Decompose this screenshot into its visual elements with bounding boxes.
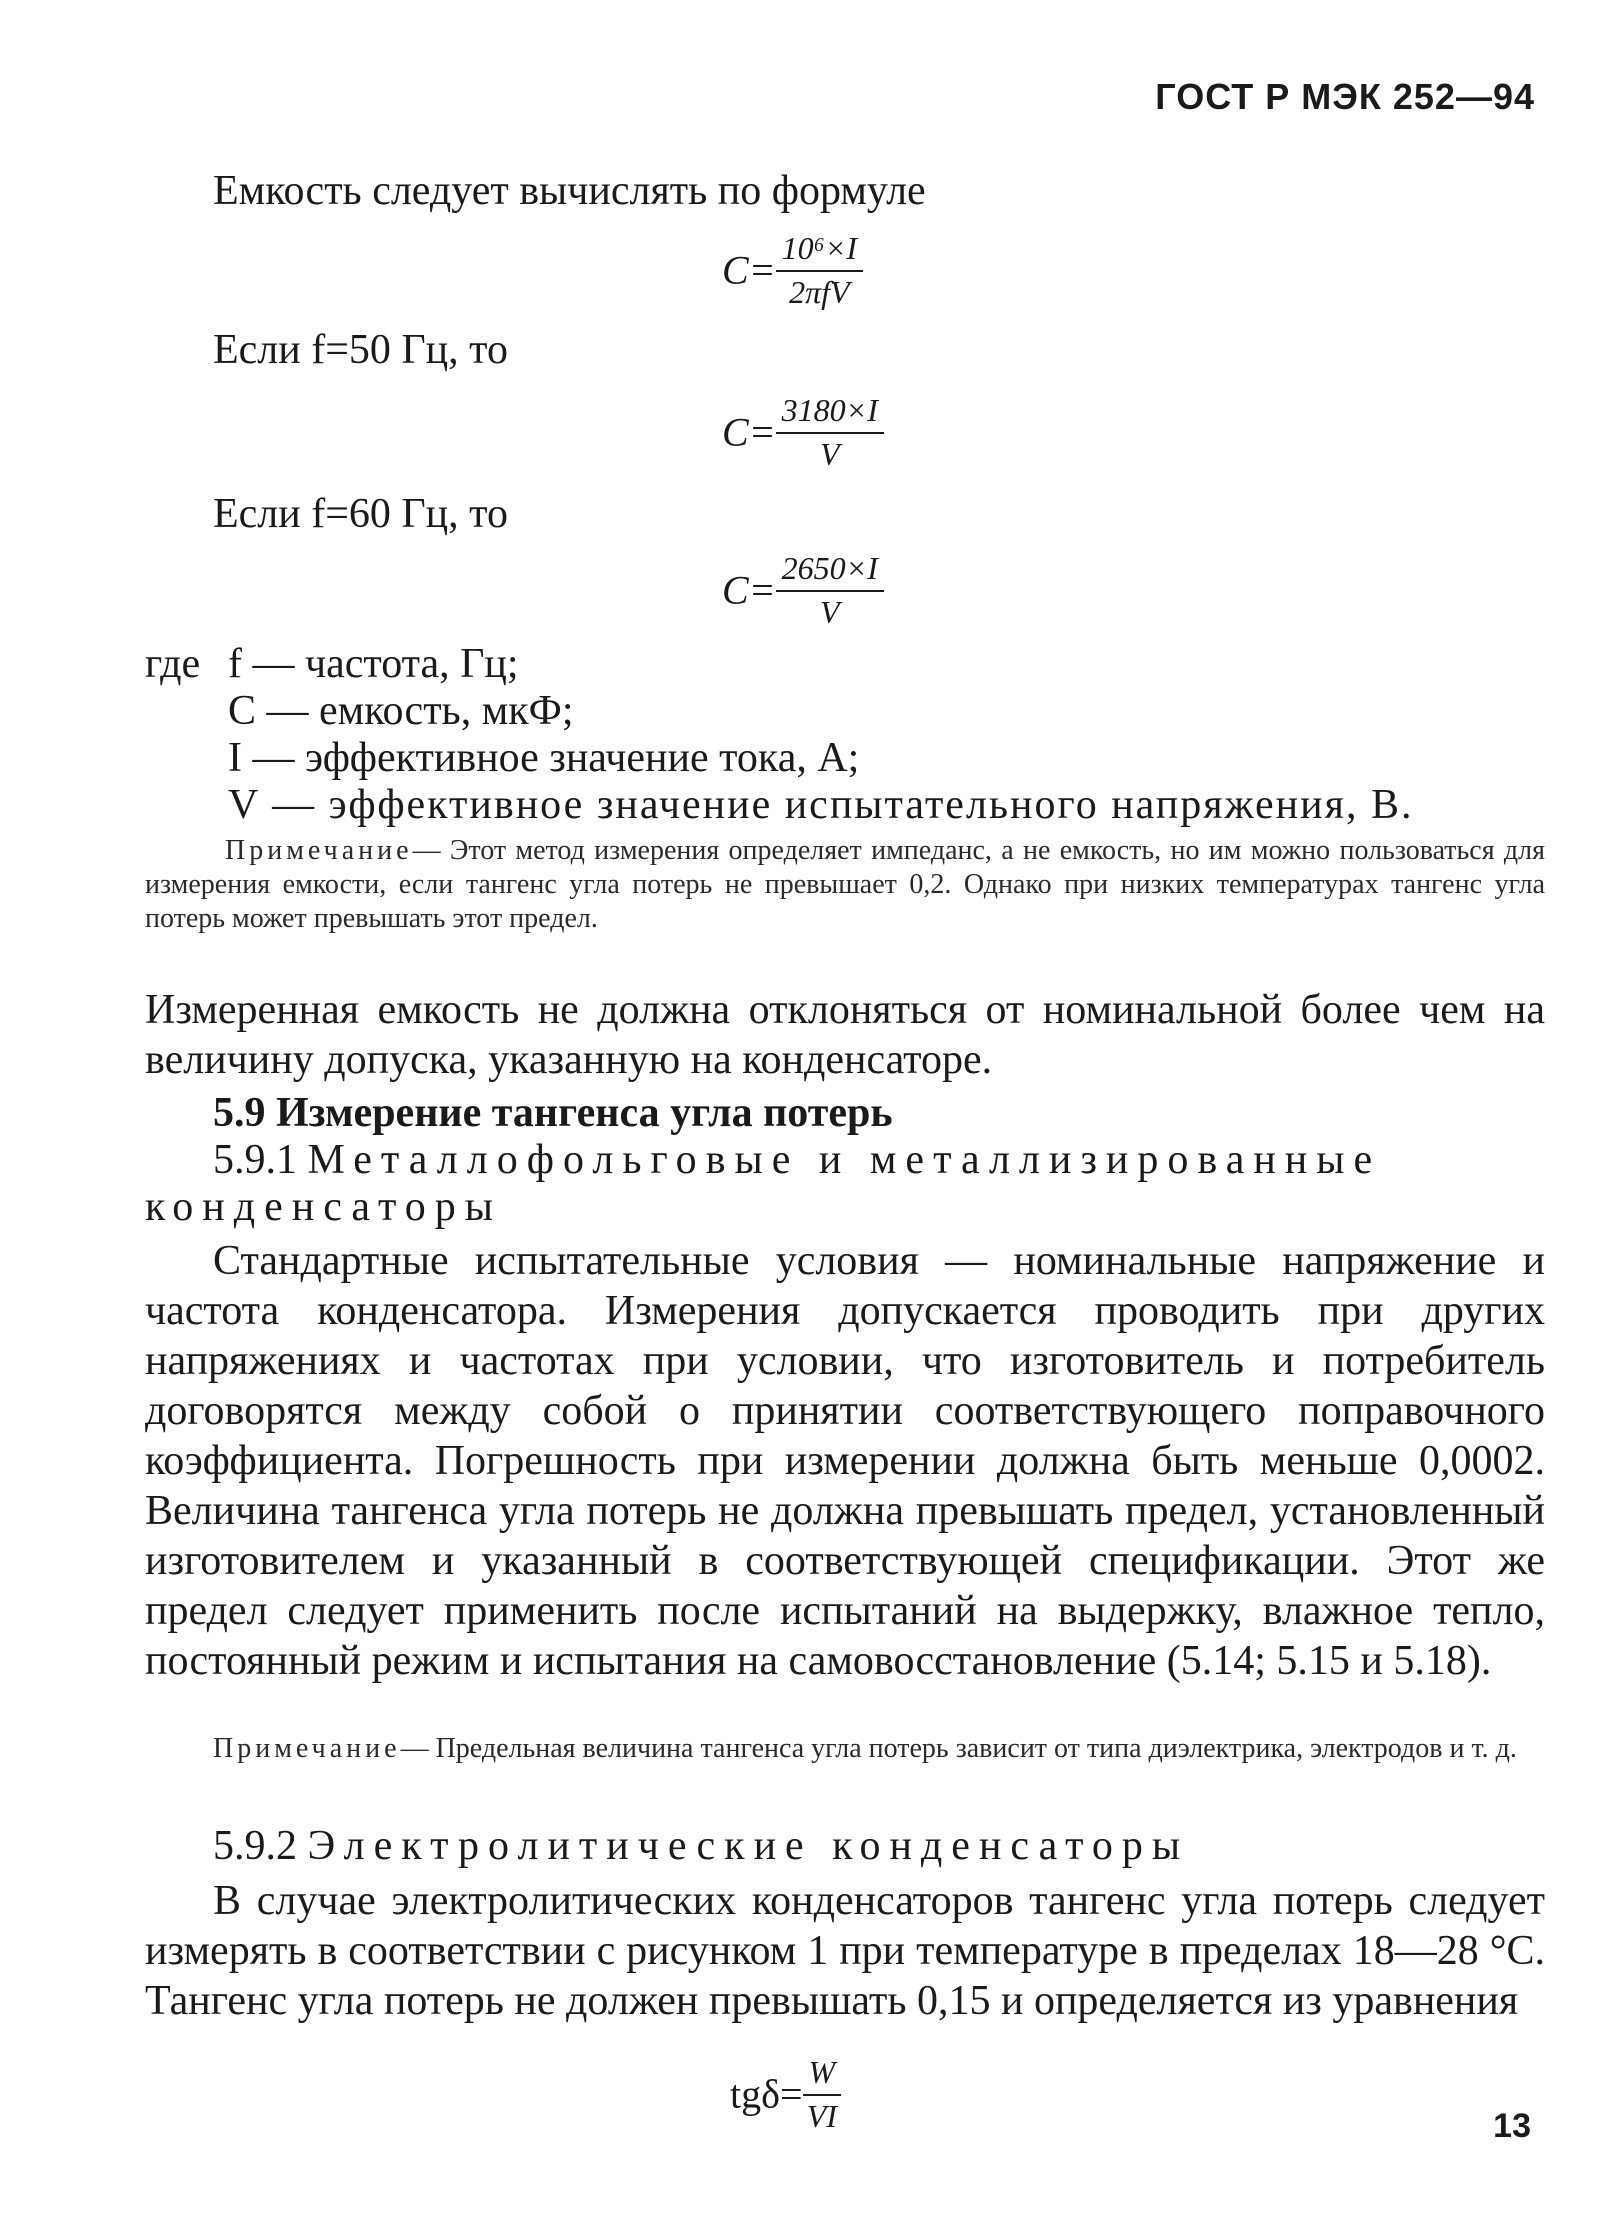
formula-fraction xyxy=(776,228,863,312)
section-5-9-heading: 5.9 Измерение тангенса угла потерь xyxy=(213,1090,893,1136)
where-item: V — эффективное значение испытательного напряжения, В. xyxy=(228,782,1414,828)
section-number: 5.9.2 xyxy=(213,1823,297,1869)
formula-lhs: C= xyxy=(722,247,776,293)
formula-numerator: 3180×I xyxy=(776,390,884,434)
formula-denominator: V xyxy=(820,594,840,630)
section-5-9-1-heading-continued: конденсаторы xyxy=(145,1184,502,1230)
formula-denominator: 2πfV xyxy=(789,274,850,310)
formula-fraction xyxy=(776,548,884,632)
intro-text: Емкость следует вычислять по формуле xyxy=(213,168,926,214)
paragraph-electrolytic: В случае электролитических конденсаторов тангенс угла потерь следует измерять в соответствии с рисунком 1 при температуре в пределах 18—28 °С. Тангенс угла потерь не должен превышать 0,15 и определяется из уравнения xyxy=(145,1878,1545,2024)
section-5-9-2-heading xyxy=(213,1820,1189,1872)
section-5-9-1-heading xyxy=(213,1134,1381,1186)
note-limit xyxy=(145,1732,1545,1766)
formula-numerator: W xyxy=(803,2052,842,2096)
where-item: I — эффективное значение тока, А; xyxy=(228,735,860,781)
section-title: Металлофольговые и металлизированные xyxy=(307,1137,1382,1183)
where-item: C — емкость, мкФ; xyxy=(228,688,574,734)
note-text: — Этот метод измерения определяет импеданс, а не емкость, но им можно пользоваться для измерения емкости, если тангенс угла потерь не превышает 0,2. Однако при низких температурах тангенс угла потерь может превышать этот предел. xyxy=(145,835,1545,934)
formula-numerator: 2650×I xyxy=(776,548,884,592)
note-text: — Предельная величина тангенса угла потерь зависит от типа диэлектрика, электродов и т. д. xyxy=(400,1733,1517,1764)
section-title: Электролитические конденсаторы xyxy=(307,1823,1190,1869)
formula-denominator: V xyxy=(820,436,840,472)
formula-fraction xyxy=(776,390,884,474)
note-label: Примечание xyxy=(213,1733,401,1764)
formula-tangent-delta xyxy=(730,2052,841,2136)
where-item: f — частота, Гц; xyxy=(228,641,519,687)
formula-denominator: VI xyxy=(806,2098,837,2134)
formula-lhs: C= xyxy=(722,567,776,613)
formula-lhs: C= xyxy=(722,409,776,455)
condition-60hz: Если f=60 Гц, то xyxy=(213,491,508,537)
paragraph-standard-conditions: Стандартные испытательные условия — номинальные напряжение и частота конденсатора. Измерения допускается проводить при других напряжениях и частотах при условии, что изготовитель и потребитель договорятся между собой о принятии соответствующего поправочного коэффициента. Погрешность при измерении должна быть меньше 0,0002. Величина тангенса угла потерь не должна превышать предел, установленный изготовителем и указанный в соответствующей спецификации. Этот же предел следует применить после испытаний на выдержку, влажное тепло, постоянный режим и испытания на самовосстановление (5.14; 5.15 и 5.18). xyxy=(145,1238,1545,1684)
paragraph-capacitance-tolerance: Измеренная емкость не должна отклоняться от номинальной более чем на величину допуска, указанную на конденсаторе. xyxy=(145,987,1545,1083)
where-prefix: где xyxy=(145,641,201,687)
section-number: 5.9.1 xyxy=(213,1137,297,1183)
formula-fraction xyxy=(803,2052,842,2136)
note-label: Примечание xyxy=(225,835,413,866)
formula-capacitance-50hz xyxy=(722,390,884,474)
page-number: 13 xyxy=(1493,2107,1531,2145)
formula-capacitance-general xyxy=(722,228,863,312)
formula-capacitance-60hz xyxy=(722,548,884,632)
condition-50hz: Если f=50 Гц, то xyxy=(213,327,508,373)
note-method xyxy=(145,834,1545,936)
formula-numerator: 10⁶×I xyxy=(776,228,863,272)
formula-lhs: tgδ= xyxy=(730,2071,803,2117)
document-header: ГОСТ Р МЭК 252—94 xyxy=(1155,76,1535,117)
